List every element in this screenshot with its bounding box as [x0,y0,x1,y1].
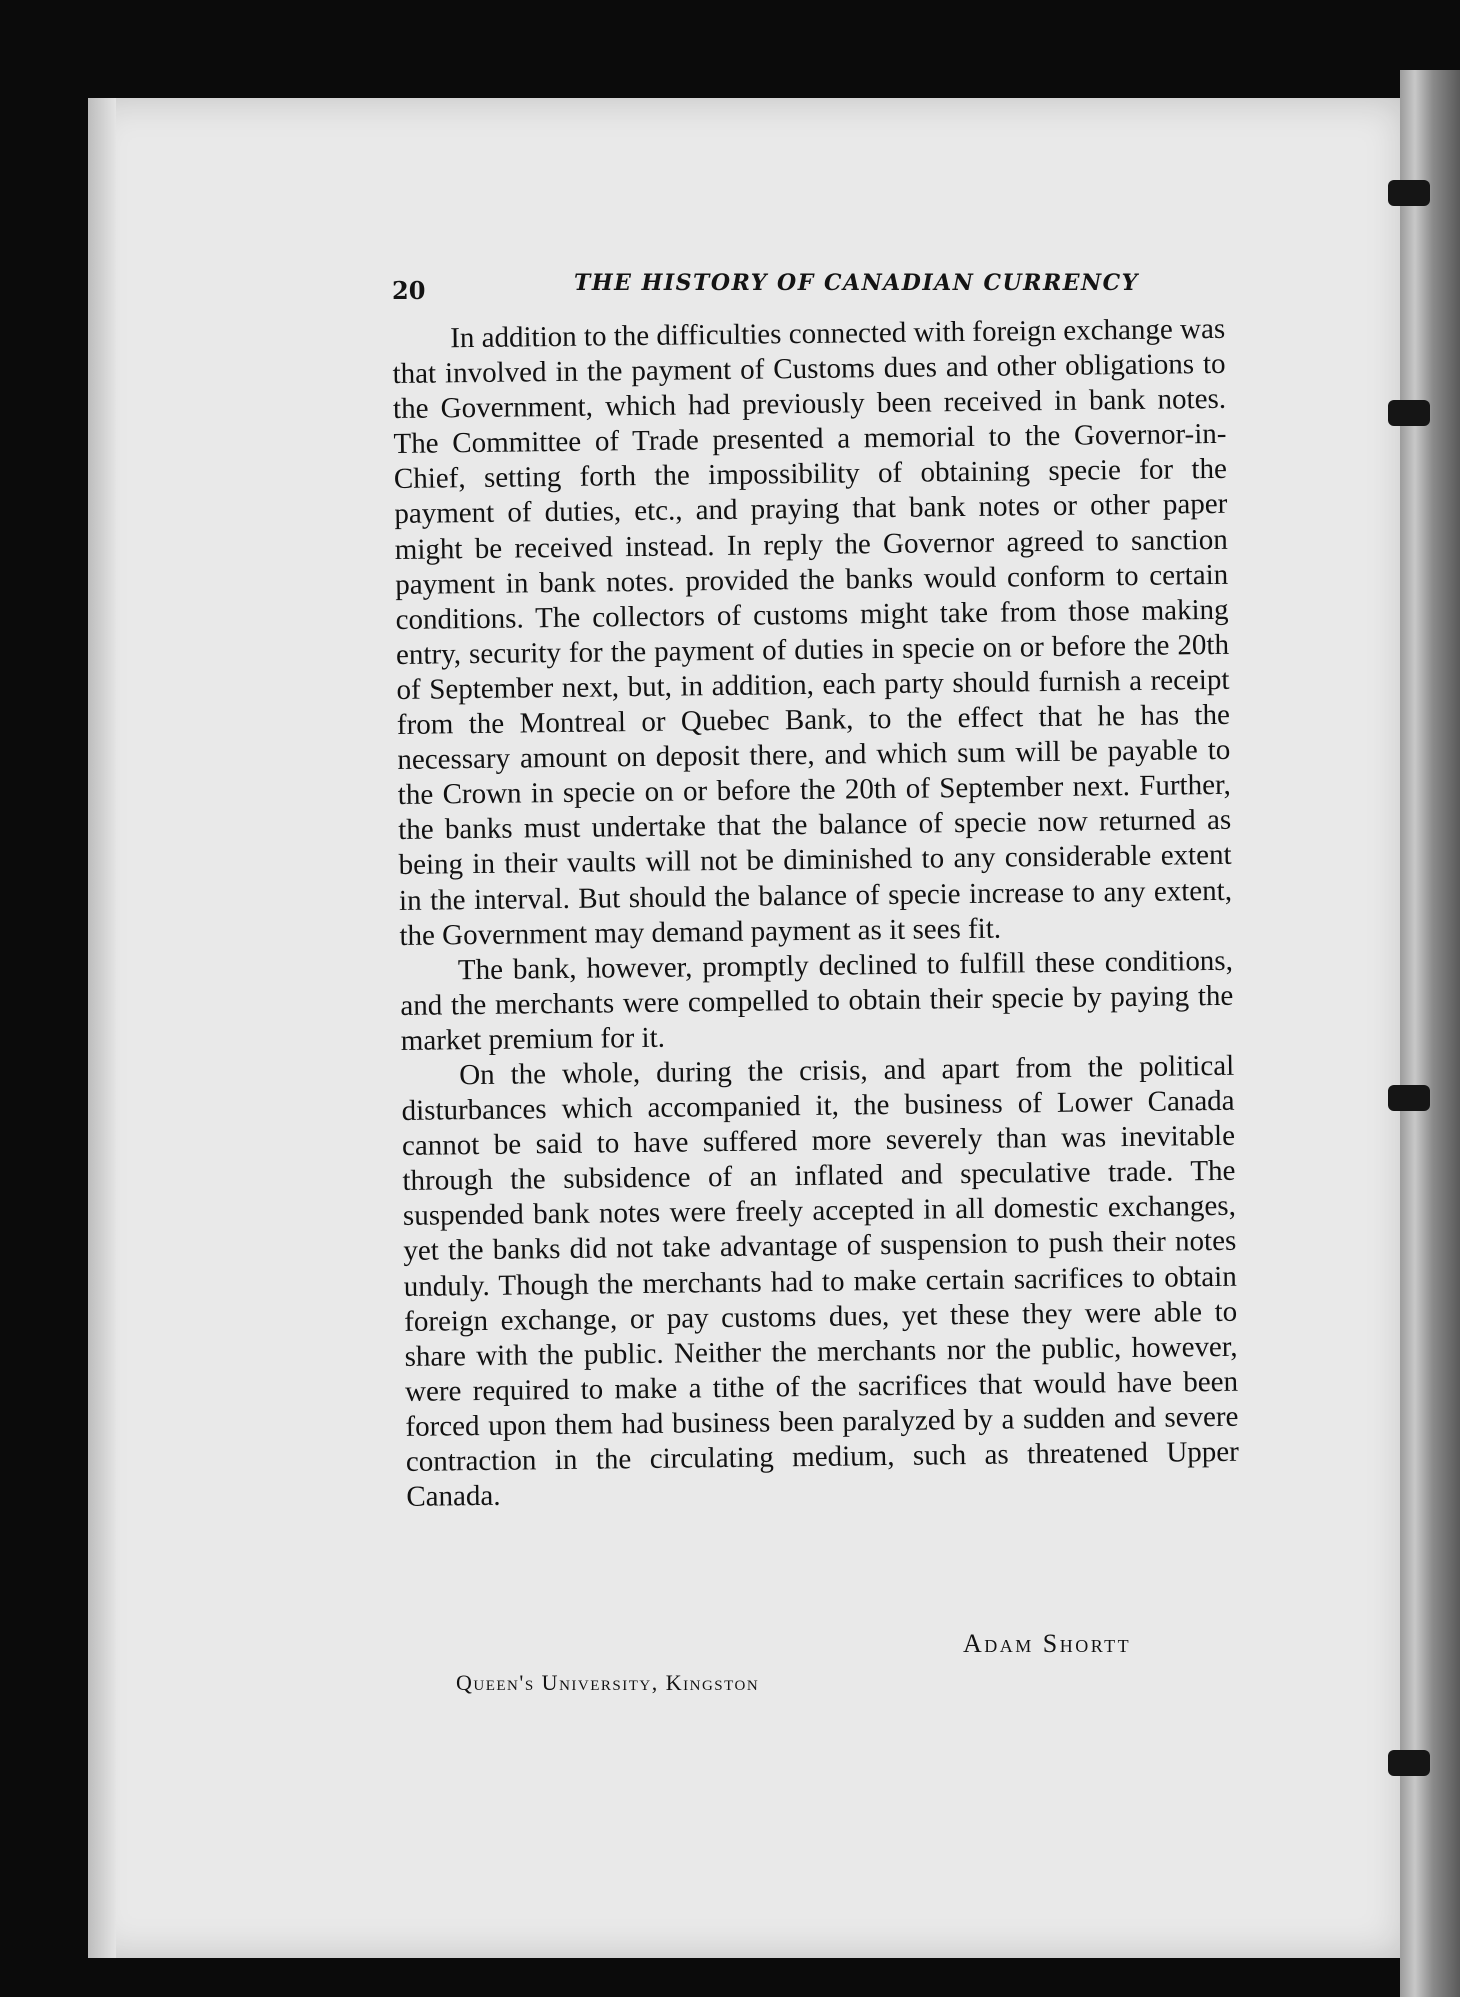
running-header [392,264,1192,304]
binding-clip [1388,400,1430,426]
page-number: 20 [392,276,426,305]
page-gutter-shadow [88,98,116,1958]
book-spine-edge [1400,70,1460,1997]
paragraph: On the whole, during the crisis, and apart from the political disturbances which accompanied it, the business of Lower Canada cannot be said to have suffered more severely than was inevitable through the subsidence of an inflated and speculative trade. The suspended bank notes were freely accepted in all domestic exchanges, yet the banks did not take advantage of suspension to push their notes unduly. Though the merchants had to make certain sacrifices to obtain foreign exchange, or pay customs dues, yet these they were able to share with the public. Neither the merchants nor the public, however, were required to make a tithe of the sacrifices that would have been forced upon them had business been paralyzed by a sudden and severe contraction in the circulating medium, such as threatened Upper Canada. [401,1049,1240,1514]
author-signature: Adam Shortt [963,1629,1132,1658]
binding-clip [1388,1750,1430,1776]
binding-clip [1388,180,1430,206]
paragraph: The bank, however, promptly declined to fulfill these conditions, and the merchants were compelled to obtain their specie by paying the market premium for it. [400,944,1234,1057]
running-title: THE HISTORY OF CANADIAN CURRENCY [574,270,1139,296]
body-text [392,312,1240,1515]
binding-clip [1388,1085,1430,1111]
paragraph: In addition to the difficulties connected with foreign exchange was that involved in the payment of Customs dues and other obligations to the Government, which had previously been received in bank notes. The Committee of Trade presented a memorial to the Governor-in-Chief, setting forth the impossibility of obtaining specie for the payment of duties, etc., and praying that bank notes or other paper might be received instead. In reply the Governor agreed to sanction payment in bank notes. provided the banks would conform to certain conditions. The collectors of customs might take from those making entry, security for the payment of duties in specie on or before the 20th of September next, but, in addition, each party should furnish a receipt from the Montreal or Quebec Bank, to the effect that he has the necessary amount on deposit there, and which sum will be payable to the Crown in specie on or before the 20th of September next. Further, the banks must undertake that the balance of specie now returned as being in their vaults will not be diminished to any considerable extent in the interval. But should the balance of specie increase to any extent, the Government may demand payment as it sees fit. [392,312,1233,952]
author-affiliation: Queen's University, Kingston [456,1670,760,1695]
